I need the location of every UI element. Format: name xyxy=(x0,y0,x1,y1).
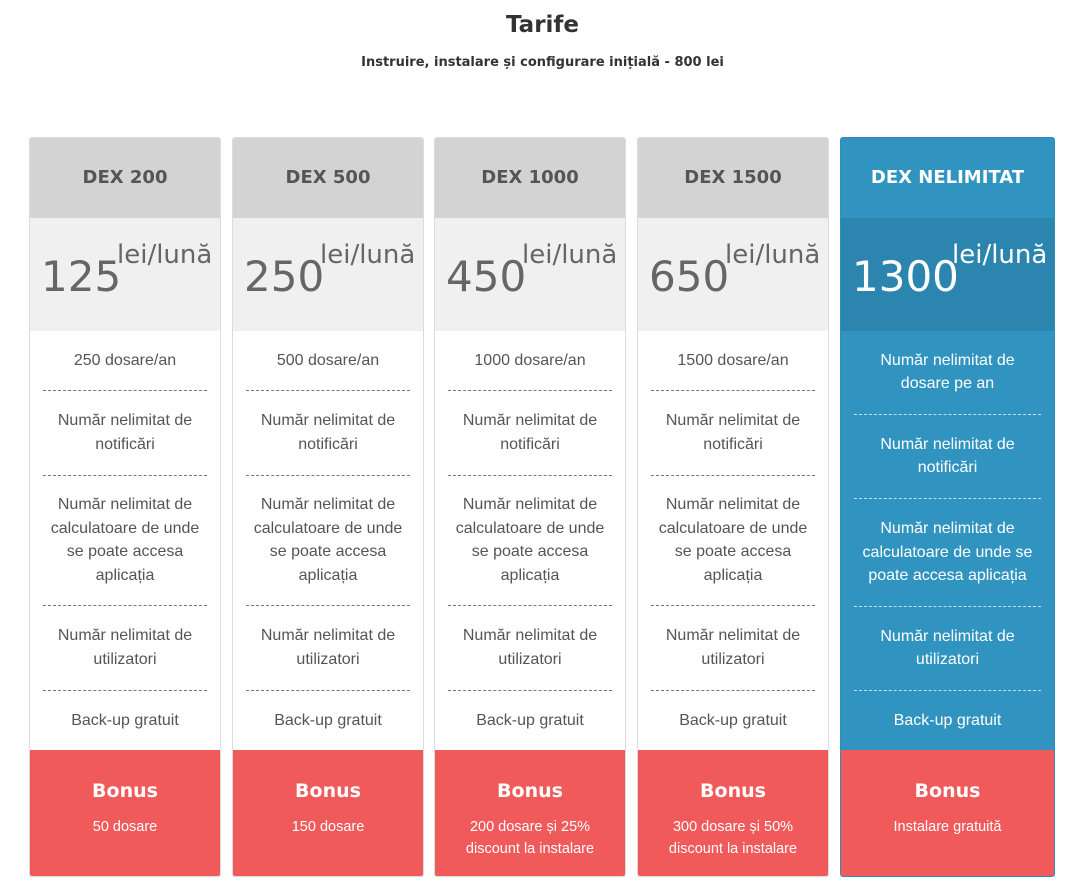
page-title: Tarife xyxy=(505,12,580,38)
plan-price xyxy=(233,218,423,331)
feature-list xyxy=(435,331,625,750)
price-unit: lei/lună xyxy=(952,239,1048,270)
plan-name: DEX 1500 xyxy=(638,138,828,218)
feature-item: Număr nelimitat de notificări xyxy=(854,415,1041,499)
feature-list xyxy=(30,331,220,750)
feature-item: 1500 dosare/an xyxy=(651,331,815,391)
feature-item: Număr nelimitat de calculatoare de unde se poate accesa aplicația xyxy=(448,476,612,606)
bonus-text: Instalare gratuită xyxy=(893,818,1002,835)
bonus-section xyxy=(435,750,625,876)
feature-item: Număr nelimitat de notificări xyxy=(448,391,612,476)
feature-list xyxy=(233,331,423,750)
bonus-section xyxy=(841,750,1054,876)
feature-item: Număr nelimitat de utilizatori xyxy=(246,606,410,691)
feature-item: 1000 dosare/an xyxy=(448,331,612,391)
feature-item: Număr nelimitat de notificări xyxy=(43,391,207,476)
feature-item: 500 dosare/an xyxy=(246,331,410,391)
feature-item: Back-up gratuit xyxy=(476,711,584,729)
plan-name: DEX 500 xyxy=(233,138,423,218)
feature-list xyxy=(638,331,828,750)
plan-price xyxy=(435,218,625,331)
plan-price xyxy=(30,218,220,331)
feature-item: Număr nelimitat de calculatoare de unde se poate accesa aplicația xyxy=(651,476,815,606)
bonus-title: Bonus xyxy=(914,779,981,802)
feature-item: Back-up gratuit xyxy=(274,711,382,729)
feature-item: Număr nelimitat de calculatoare de unde se poate accesa aplicația xyxy=(43,476,207,606)
feature-item: Back-up gratuit xyxy=(679,711,787,729)
bonus-text: 300 dosare și 50% discount la instalare xyxy=(668,818,798,857)
plan-name: DEX 1000 xyxy=(435,138,625,218)
bonus-section xyxy=(30,750,220,876)
price-unit: lei/lună xyxy=(117,239,213,270)
feature-item: Număr nelimitat de calculatoare de unde se poate accesa aplicația xyxy=(854,499,1041,607)
plan-name: DEX 200 xyxy=(30,138,220,218)
bonus-title: Bonus xyxy=(92,779,158,802)
plan-card-dex-nelimitat[interactable] xyxy=(840,137,1055,877)
plan-card-dex-200[interactable] xyxy=(29,137,221,877)
plan-card-dex-500[interactable] xyxy=(232,137,424,877)
feature-item: Număr nelimitat de utilizatori xyxy=(854,607,1041,691)
price-unit: lei/lună xyxy=(522,239,618,270)
feature-item: Back-up gratuit xyxy=(893,711,1002,729)
price-amount: 450 xyxy=(446,251,527,301)
price-unit: lei/lună xyxy=(725,239,821,270)
price-amount: 250 xyxy=(244,251,325,301)
feature-item: Număr nelimitat de notificări xyxy=(651,391,815,476)
plan-card-dex-1000[interactable] xyxy=(434,137,626,877)
bonus-text: 50 dosare xyxy=(92,818,158,835)
feature-item: Număr nelimitat de dosare pe an xyxy=(854,331,1041,415)
feature-item: Număr nelimitat de utilizatori xyxy=(651,606,815,691)
feature-item: 250 dosare/an xyxy=(43,331,207,391)
bonus-title: Bonus xyxy=(497,779,563,802)
price-amount: 125 xyxy=(41,251,122,301)
bonus-section xyxy=(233,750,423,876)
plan-price xyxy=(638,218,828,331)
price-amount: 650 xyxy=(649,251,730,301)
bonus-section xyxy=(638,750,828,876)
bonus-title: Bonus xyxy=(700,779,766,802)
feature-list xyxy=(841,331,1054,750)
page-subtitle: Instruire, instalare și configurare inițială - 800 lei xyxy=(361,55,724,70)
feature-item: Număr nelimitat de utilizatori xyxy=(43,606,207,691)
price-unit: lei/lună xyxy=(320,239,416,270)
bonus-text: 200 dosare și 25% discount la instalare xyxy=(465,818,595,857)
plan-price xyxy=(841,218,1054,331)
feature-item: Număr nelimitat de utilizatori xyxy=(448,606,612,691)
plan-name: DEX NELIMITAT xyxy=(841,138,1054,218)
plan-card-dex-1500[interactable] xyxy=(637,137,829,877)
feature-item: Număr nelimitat de notificări xyxy=(246,391,410,476)
feature-item: Număr nelimitat de calculatoare de unde se poate accesa aplicația xyxy=(246,476,410,606)
pricing-plans xyxy=(0,137,1085,877)
bonus-text: 150 dosare xyxy=(291,818,365,835)
price-amount: 1300 xyxy=(852,251,959,301)
bonus-title: Bonus xyxy=(295,779,361,802)
feature-item: Back-up gratuit xyxy=(71,711,179,729)
